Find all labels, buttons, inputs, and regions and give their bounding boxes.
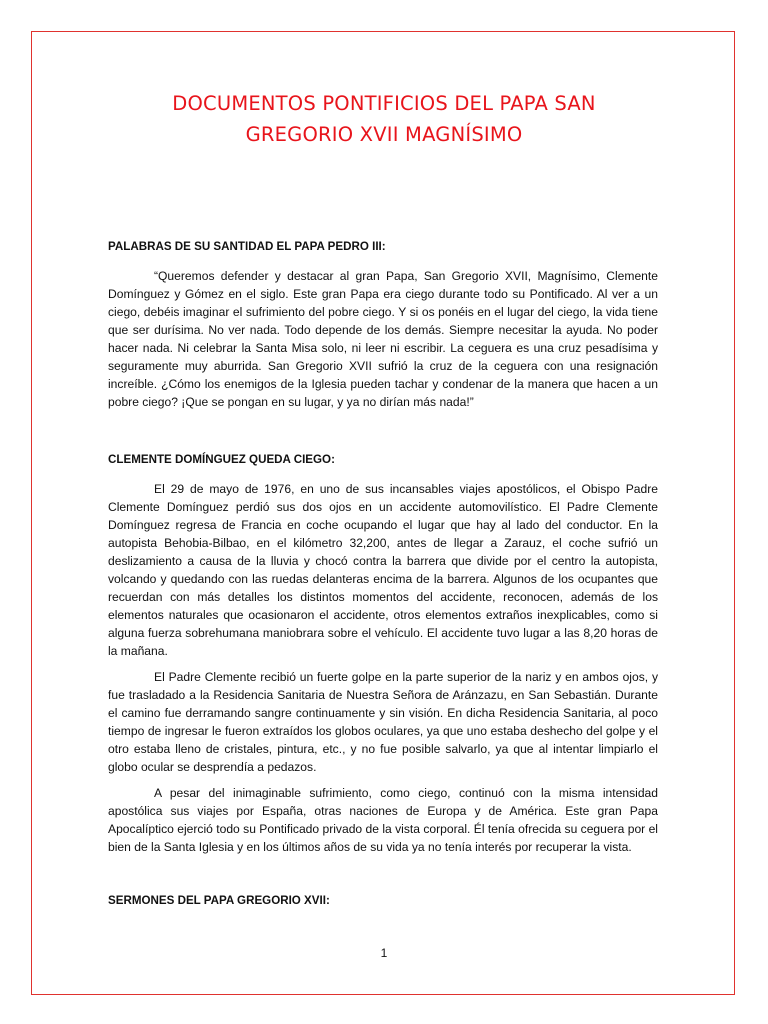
section-heading-ciego: CLEMENTE DOMÍNGUEZ QUEDA CIEGO: <box>108 453 335 466</box>
title-line-2: GREGORIO XVII MAGNÍSIMO <box>245 123 523 146</box>
title-line-1: DOCUMENTOS PONTIFICIOS DEL PAPA SAN <box>172 92 596 115</box>
paragraph-accidente: El 29 de mayo de 1976, en uno de sus incansables viajes apostólicos, el Obispo Padre Clemente Domínguez perdió sus dos ojos en un accidente automovilístico. El Padre Clemente Domínguez regresa de Francia en coche ocupando el lugar que hay al lado del conductor. En la autopista Behobia-Bilbao, en el kilómetro 32,200, antes de llegar a Zarauz, el coche sufrió un deslizamiento a causa de la lluvia y chocó contra la barrera que divide por el centro la autopista, volcando y quedando con las ruedas delanteras encima de la barrera. Algunos de los ocupantes que recuerdan con más detalles los distintos momentos del accidente, reconocen, además de los elementos naturales que ocasionaron el accidente, otros elementos extraños inexplicables, como si alguna fuerza sobrehumana maniobrara sobre el vehículo. El accidente tuvo lugar a las 8,20 horas de la mañana. <box>108 482 658 658</box>
document-title <box>60 88 708 150</box>
paragraph-quote: “Queremos defender y destacar al gran Papa, San Gregorio XVII, Magnísimo, Clemente Domínguez y Gómez en el siglo. Este gran Papa era ciego durante todo su Pontificado. Al ver a un ciego, debéis imaginar el sufrimiento del pobre ciego. Y si os ponéis en el lugar del ciego, la vida tiene que ser durísima. No ver nada. Todo depende de los demás. Siempre necesitar la ayuda. No poder hacer nada. Ni celebrar la Santa Misa solo, ni leer ni escribir. La ceguera es una cruz pesadísima y seguramente muy aburrida. San Gregorio XVII sufrió la cruz de la ceguera con una resignación increíble. ¿Cómo los enemigos de la Iglesia pueden tachar y condenar de la manera que hacen a un pobre ciego? ¡Que se pongan en su lugar, y ya no dirían más nada!” <box>108 269 658 409</box>
page-number: 1 <box>380 946 388 960</box>
section-heading-palabras: PALABRAS DE SU SANTIDAD EL PAPA PEDRO III: <box>108 240 386 253</box>
section-heading-sermones: SERMONES DEL PAPA GREGORIO XVII: <box>108 894 330 907</box>
document-body <box>108 238 658 910</box>
paragraph-golpe: El Padre Clemente recibió un fuerte golpe en la parte superior de la nariz y en ambos ojos, y fue trasladado a la Residencia Sanitaria de Nuestra Señora de Aránzazu, en San Sebastián. Durante el camino fue derramando sangre continuamente y sin visión. En dicha Residencia Sanitaria, al poco tiempo de ingresar le fueron extraídos los globos oculares, ya que uno estaba deshecho del golpe y el otro estaba lleno de cristales, pintura, etc., y no fue posible salvarlo, ya que al intentar limpiarlo el globo ocular se desprendía a pedazos. <box>108 670 658 774</box>
paragraph-sufrimiento: A pesar del inimaginable sufrimiento, como ciego, continuó con la misma intensidad apostólica sus viajes por España, otras naciones de Europa y de América. Este gran Papa Apocalíptico ejerció todo su Pontificado privado de la vista corporal. Él tenía ofrecida su ceguera por el bien de la Santa Iglesia y en los últimos años de su vida ya no tenía interés por recuperar la vista. <box>108 786 658 854</box>
